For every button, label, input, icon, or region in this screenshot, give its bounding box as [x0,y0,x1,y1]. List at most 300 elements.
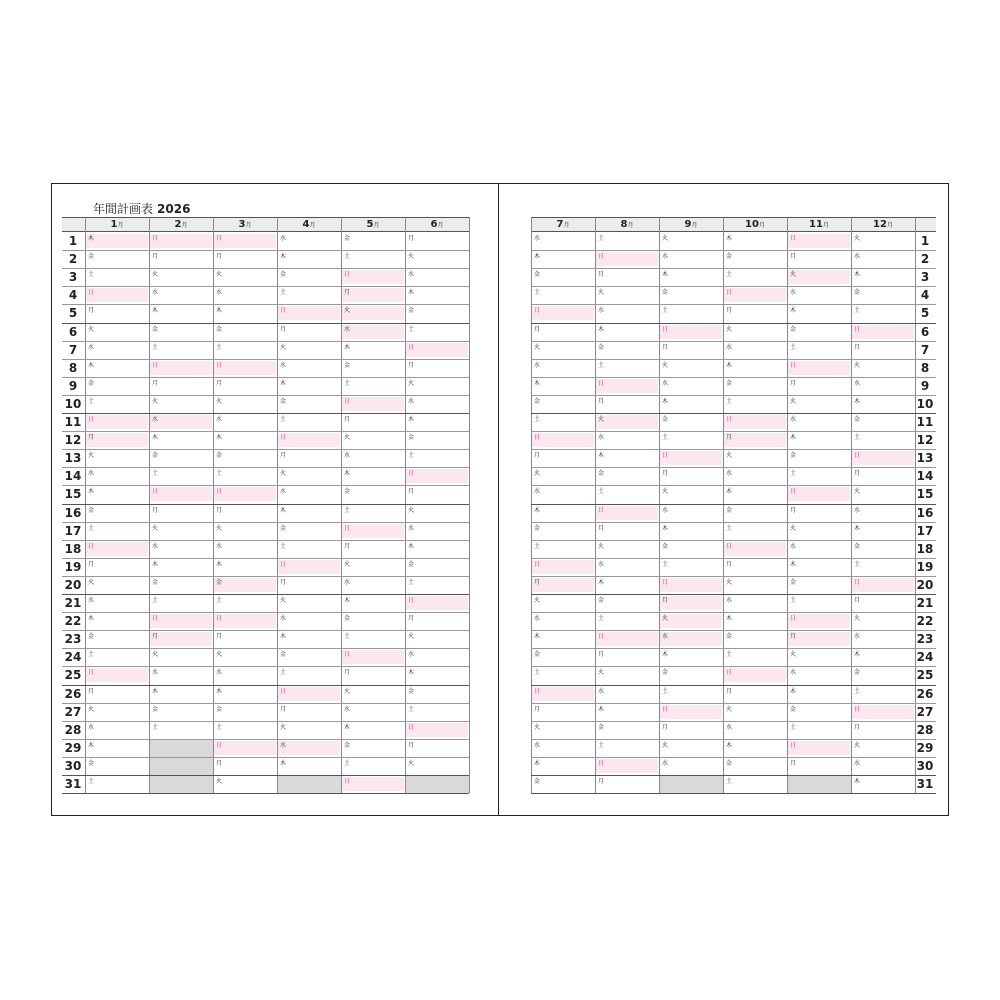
holiday-cell [214,361,276,375]
day-number: 22 [64,614,82,629]
weekday-label: 火 [344,687,351,695]
weekday-label: 水 [790,542,797,550]
day-number: 6 [920,324,930,339]
day-number: 16 [64,505,82,520]
weekday-label: 日 [726,542,733,550]
day-number: 4 [68,288,78,303]
day-number: 1 [920,234,930,248]
weekday-label: 月 [152,506,159,514]
weekday-label: 土 [408,325,415,333]
weekday-label: 土 [216,343,223,351]
weekday-label: 月 [344,542,351,550]
weekday-label: 金 [344,615,351,623]
weekday-label: 土 [534,416,541,423]
day-number: 8 [920,360,930,375]
weekday-label: 金 [152,452,159,460]
day-number: 13 [916,451,934,466]
holiday-cell [86,415,148,429]
day-number: 31 [916,777,934,791]
holiday-cell [788,614,850,628]
weekday-label: 土 [408,705,415,713]
row-divider [62,540,469,541]
weekday-label: 水 [280,235,287,242]
weekday-label: 水 [534,235,541,242]
weekday-label: 日 [152,615,159,623]
center-gutter [498,183,499,816]
holiday-cell [342,397,404,411]
day-number: 20 [64,577,82,592]
weekday-label: 水 [216,416,223,423]
weekday-label: 火 [152,524,159,532]
weekday-label: 金 [216,578,223,586]
weekday-label: 水 [534,615,541,623]
weekday-label: 水 [854,506,861,514]
weekday-label: 土 [280,542,287,550]
weekday-label: 木 [344,723,351,731]
day-number: 22 [916,614,934,629]
weekday-label: 金 [408,307,415,315]
holiday-cell [660,614,722,628]
row-divider [531,323,936,324]
weekday-label: 火 [152,271,159,279]
weekday-label: 日 [534,434,541,442]
row-divider [531,576,936,577]
weekday-label: 土 [216,723,223,731]
weekday-label: 月 [344,669,351,677]
weekday-label: 火 [598,542,605,550]
weekday-label: 月 [790,633,797,641]
unused-day-cell [406,776,469,793]
weekday-label: 木 [344,343,351,351]
row-divider [531,793,936,794]
row-divider [62,703,469,704]
holiday-cell [150,415,212,429]
weekday-label: 日 [88,416,95,423]
day-number: 20 [916,577,934,592]
weekday-label: 土 [854,434,861,442]
day-number: 15 [64,487,82,502]
weekday-label: 日 [598,633,605,641]
weekday-label: 火 [854,615,861,623]
month-number: 4 [302,219,310,230]
unused-day-cell [788,776,851,793]
holiday-cell [86,433,148,447]
day-number: 28 [64,722,82,737]
weekday-label: 火 [790,397,797,405]
month-suffix: 月 [437,222,444,229]
month-header-1 [85,217,149,232]
weekday-label: 水 [854,633,861,641]
weekday-label: 木 [534,379,541,387]
holiday-cell [86,542,148,556]
weekday-label: 水 [534,488,541,496]
weekday-label: 日 [854,325,861,333]
weekday-label: 日 [726,669,733,677]
month-number: 5 [366,219,374,230]
weekday-label: 金 [726,506,733,514]
weekday-label: 日 [344,397,351,405]
weekday-label: 月 [726,307,733,315]
row-divider [531,304,936,305]
holiday-cell [532,687,594,701]
weekday-label: 木 [726,488,733,496]
day-number: 11 [64,415,82,429]
month-suffix: 月 [758,222,765,229]
day-number: 27 [916,704,934,719]
weekday-label: 日 [216,235,223,242]
weekday-label: 日 [598,379,605,387]
weekday-label: 金 [854,289,861,297]
holiday-cell [406,343,468,357]
holiday-cell [342,325,404,339]
weekday-label: 月 [790,379,797,387]
weekday-label: 日 [408,723,415,731]
holiday-cell [788,741,850,755]
row-divider [531,630,936,631]
row-divider [62,558,469,559]
holiday-cell [86,234,148,248]
weekday-label: 水 [280,615,287,623]
weekday-label: 火 [598,289,605,297]
weekday-label: 日 [662,705,669,713]
weekday-label: 水 [280,741,287,749]
unused-day-cell [660,776,723,793]
weekday-label: 木 [534,633,541,641]
weekday-label: 月 [662,470,669,478]
weekday-label: 月 [408,615,415,623]
holiday-cell [596,415,658,429]
weekday-label: 木 [726,741,733,749]
row-divider [62,648,469,649]
weekday-label: 水 [216,542,223,550]
weekday-label: 木 [726,235,733,242]
row-divider [531,413,936,414]
holiday-cell [214,741,276,755]
weekday-label: 土 [534,669,541,677]
weekday-label: 木 [344,470,351,478]
weekday-label: 金 [662,542,669,550]
weekday-label: 水 [344,578,351,586]
holiday-cell [724,433,786,447]
weekday-label: 火 [216,778,223,785]
weekday-label: 日 [216,741,223,749]
holiday-cell [532,433,594,447]
weekday-label: 日 [216,361,223,369]
weekday-label: 金 [280,524,287,532]
weekday-label: 水 [152,416,159,423]
holiday-cell [214,578,276,592]
weekday-label: 日 [88,289,95,297]
weekday-label: 日 [598,759,605,767]
day-number: 2 [68,252,78,267]
weekday-label: 日 [88,669,95,677]
weekday-label: 土 [152,343,159,351]
weekday-label: 金 [344,488,351,496]
day-number: 26 [64,686,82,701]
weekday-label: 金 [216,452,223,460]
month-suffix: 月 [627,222,634,229]
row-divider [62,757,469,758]
holiday-cell [596,506,658,520]
day-number: 21 [916,596,934,610]
weekday-label: 木 [790,560,797,568]
weekday-label: 金 [408,434,415,442]
unused-day-cell [278,776,341,793]
weekday-label: 土 [598,741,605,749]
row-divider [531,286,936,287]
weekday-label: 日 [344,778,351,785]
weekday-label: 木 [662,271,669,279]
weekday-label: 月 [88,434,95,442]
title-year: 2026 [157,202,191,216]
weekday-label: 土 [854,560,861,568]
weekday-label: 日 [280,687,287,695]
weekday-label: 月 [598,778,605,785]
row-divider [62,413,469,414]
month-suffix: 月 [373,222,380,229]
row-divider [531,377,936,378]
weekday-label: 日 [726,416,733,423]
weekday-label: 水 [280,488,287,496]
weekday-label: 火 [854,488,861,496]
day-number: 16 [916,505,934,520]
weekday-label: 火 [88,578,95,586]
weekday-label: 木 [854,271,861,279]
row-divider [531,703,936,704]
row-divider [62,721,469,722]
month-suffix: 月 [181,222,188,229]
holiday-cell [788,361,850,375]
day-number: 10 [916,396,934,411]
row-divider [531,522,936,523]
weekday-label: 火 [534,723,541,731]
weekday-label: 火 [598,669,605,677]
weekday-label: 土 [726,397,733,405]
weekday-label: 木 [408,289,415,297]
weekday-label: 金 [854,416,861,423]
weekday-label: 月 [216,506,223,514]
weekday-label: 木 [408,542,415,550]
weekday-label: 木 [662,397,669,405]
weekday-label: 木 [662,524,669,532]
weekday-label: 月 [790,253,797,261]
row-divider [531,558,936,559]
holiday-cell [532,578,594,592]
weekday-label: 日 [598,253,605,261]
day-number: 1 [68,234,78,248]
weekday-label: 水 [408,651,415,659]
row-divider [531,612,936,613]
weekday-label: 土 [216,597,223,604]
month-suffix: 月 [309,222,316,229]
holiday-cell [406,596,468,610]
weekday-label: 金 [534,271,541,279]
row-divider [531,341,936,342]
day-number: 30 [916,758,934,773]
row-divider [62,431,469,432]
holiday-cell [214,614,276,628]
weekday-label: 金 [598,470,605,478]
weekday-label: 月 [726,434,733,442]
weekday-label: 月 [534,325,541,333]
weekday-label: 火 [662,361,669,369]
weekday-label: 日 [152,361,159,369]
row-divider [531,594,936,595]
day-number: 7 [68,342,78,357]
unused-day-cell [150,776,213,793]
day-number: 9 [920,378,930,393]
row-divider [62,268,469,269]
weekday-label: 金 [726,379,733,387]
weekday-label: 月 [790,506,797,514]
weekday-label: 木 [216,307,223,315]
weekday-label: 水 [88,343,95,351]
holiday-cell [342,777,404,791]
holiday-cell [214,487,276,501]
row-divider [531,685,936,686]
day-number: 10 [64,396,82,411]
day-number: 5 [68,306,78,321]
weekday-label: 水 [88,597,95,604]
weekday-label: 金 [854,669,861,677]
row-divider [531,648,936,649]
holiday-cell [660,325,722,339]
holiday-cell [596,759,658,773]
weekday-label: 月 [88,307,95,315]
weekday-label: 火 [534,343,541,351]
day-number: 12 [916,433,934,448]
weekday-label: 月 [854,597,861,604]
weekday-label: 金 [662,289,669,297]
month-suffix: 月 [563,222,570,229]
weekday-label: 水 [790,416,797,423]
day-number: 19 [64,559,82,574]
holiday-cell [852,451,914,465]
weekday-label: 水 [280,361,287,369]
weekday-label: 水 [790,669,797,677]
month-header-7 [531,217,595,232]
weekday-label: 水 [662,506,669,514]
holiday-cell [214,234,276,248]
weekday-label: 金 [598,597,605,604]
holiday-cell [660,451,722,465]
weekday-label: 金 [280,397,287,405]
weekday-label: 日 [854,452,861,460]
holiday-cell [278,560,340,574]
weekday-label: 水 [152,669,159,677]
holiday-cell [852,578,914,592]
weekday-label: 木 [790,687,797,695]
weekday-label: 金 [598,343,605,351]
weekday-label: 月 [280,705,287,713]
holiday-cell [342,288,404,302]
weekday-label: 土 [152,723,159,731]
weekday-label: 月 [88,560,95,568]
weekday-label: 日 [152,488,159,496]
weekday-label: 月 [408,741,415,749]
day-number: 17 [916,523,934,538]
weekday-label: 火 [216,397,223,405]
row-divider [62,377,469,378]
weekday-label: 土 [726,271,733,279]
weekday-label: 金 [534,651,541,659]
weekday-label: 月 [216,253,223,261]
weekday-label: 水 [534,741,541,749]
weekday-label: 金 [534,397,541,405]
weekday-label: 日 [790,615,797,623]
weekday-label: 木 [152,307,159,315]
weekday-label: 月 [598,397,605,405]
weekday-label: 水 [598,687,605,695]
weekday-label: 金 [790,452,797,460]
row-divider [62,395,469,396]
weekday-label: 金 [854,542,861,550]
day-number: 23 [64,632,82,647]
weekday-label: 火 [280,597,287,604]
month-suffix: 月 [117,222,124,229]
weekday-label: 土 [408,578,415,586]
weekday-label: 土 [790,723,797,731]
weekday-label: 木 [854,524,861,532]
weekday-label: 月 [854,723,861,731]
holiday-cell [406,469,468,483]
weekday-label: 日 [280,434,287,442]
weekday-label: 土 [790,343,797,351]
row-divider [62,504,469,505]
row-divider [531,540,936,541]
weekday-label: 月 [598,524,605,532]
weekday-label: 火 [216,651,223,659]
row-divider [62,775,469,776]
weekday-label: 水 [598,434,605,442]
month-header-4 [277,217,341,232]
weekday-label: 水 [726,343,733,351]
weekday-label: 土 [88,271,95,279]
weekday-label: 木 [216,687,223,695]
row-divider [531,467,936,468]
holiday-cell [278,687,340,701]
weekday-label: 火 [662,615,669,623]
weekday-label: 日 [344,271,351,279]
weekday-label: 金 [344,235,351,242]
weekday-label: 土 [598,488,605,496]
weekday-label: 水 [854,759,861,767]
weekday-label: 木 [598,705,605,713]
day-number: 9 [68,378,78,393]
month-suffix: 月 [886,222,893,229]
row-divider [531,721,936,722]
weekday-label: 月 [408,361,415,369]
weekday-label: 土 [344,506,351,514]
weekday-label: 金 [152,578,159,586]
weekday-label: 月 [662,343,669,351]
month-header-3 [213,217,277,232]
weekday-label: 火 [152,651,159,659]
weekday-label: 月 [152,379,159,387]
weekday-label: 木 [88,741,95,749]
weekday-label: 水 [216,289,223,297]
holiday-cell [852,705,914,719]
day-number: 14 [916,469,934,484]
holiday-cell [150,234,212,248]
weekday-label: 金 [152,705,159,713]
row-divider [62,359,469,360]
weekday-label: 土 [344,253,351,261]
row-divider [531,739,936,740]
holiday-cell [596,632,658,646]
day-number: 3 [920,270,930,285]
weekday-label: 金 [790,578,797,586]
